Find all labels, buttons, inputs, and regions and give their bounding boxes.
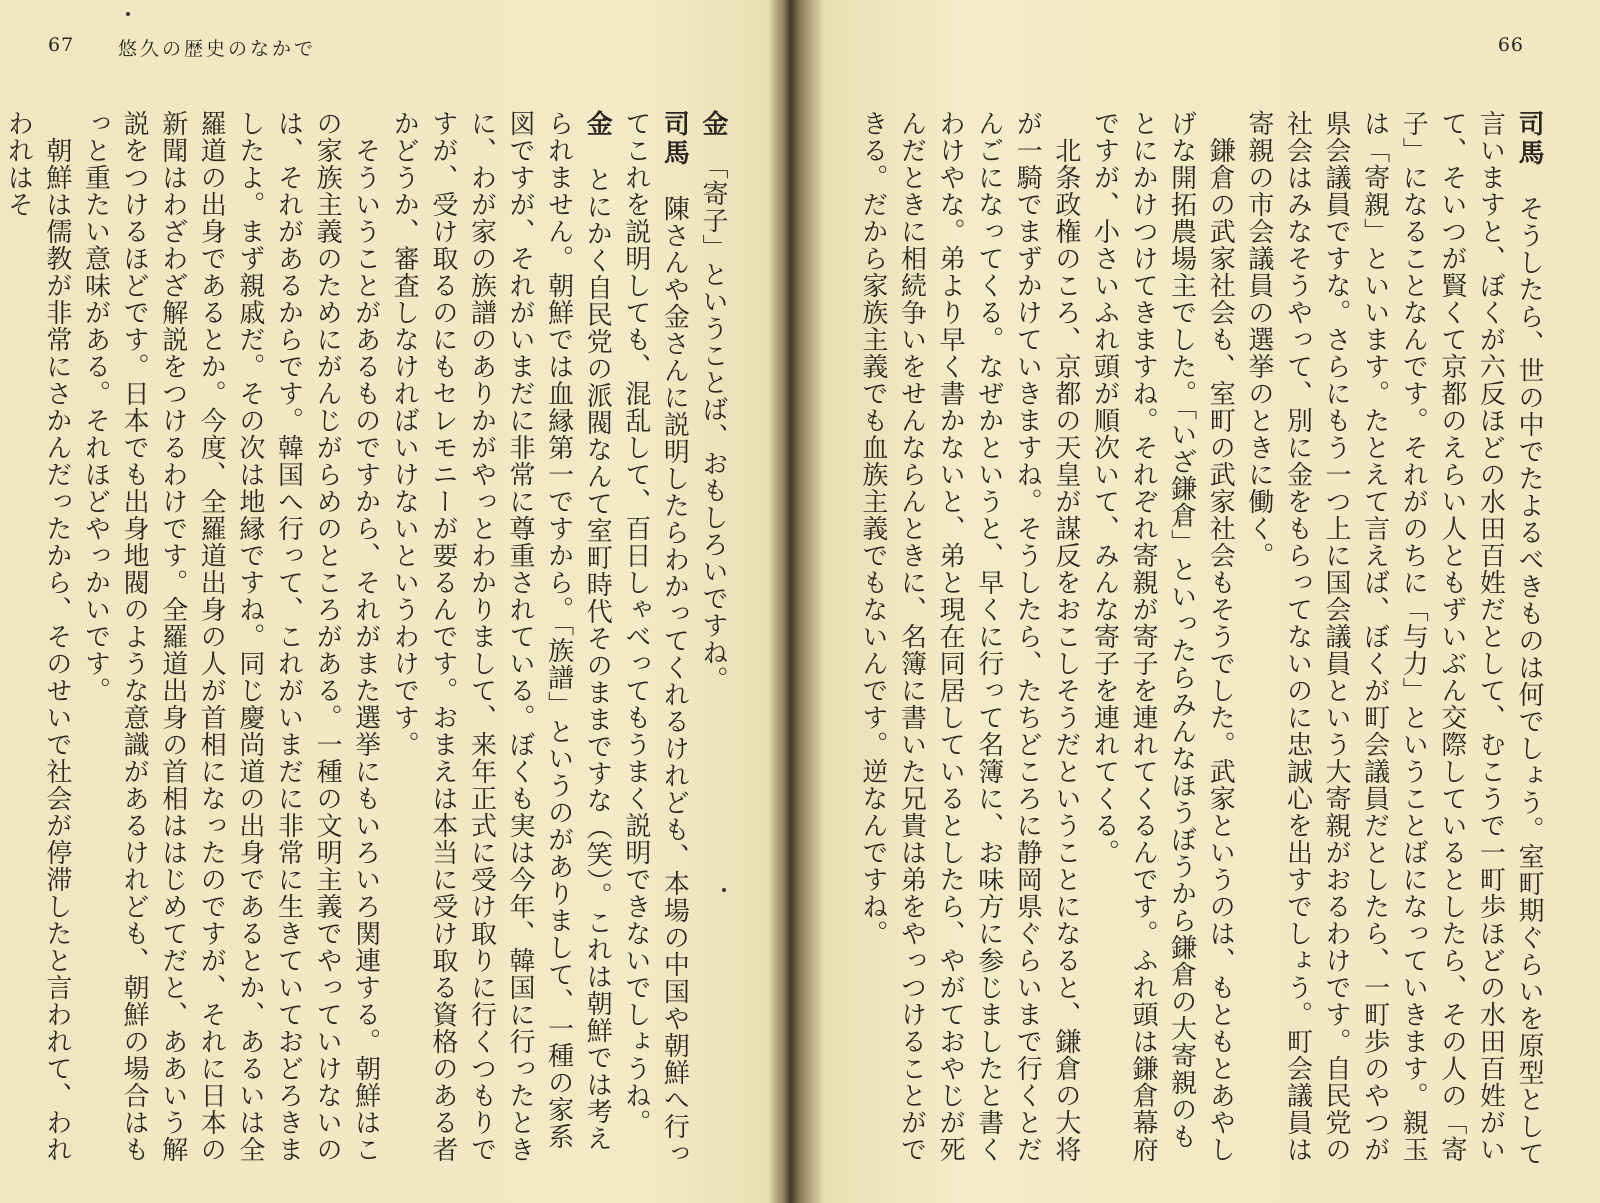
speaker-label: 司馬: [659, 110, 690, 168]
speaker-label: 金: [698, 110, 728, 139]
paragraph: [76, 110, 385, 1170]
paragraph-text: 北条政権のころ、京都の天皇が謀反をおこしそうだということになると、鎌倉の大将が一騎でまずかけていきますね。そうしたら、たちどころに静岡県ぐらいまで行くとだんごになってくる。なぜかというと、早くに行って名簿に、お味方に参じましたと書くわけやな。弟より早く書かないと、弟と現在同居しているとしたら、やがておやじが死んだときに相続争いをせんならんときに、名簿に書いた兄貴は弟をやっつけることができる。だから家族主義でも血族主義でもないんです。逆なんですね。: [857, 110, 1081, 1163]
page-number-left: 67: [48, 34, 75, 56]
left-page: [0, 0, 785, 1203]
paragraph-text: とにかく自民党の派閥なんて室町時代そのままですな（笑）。これは朝鮮では考えられません。朝鮮では血縁第一ですから。「族譜」というのがありまして、一種の家系図ですが、それがいまだに非常に尊重されている。ぼくも実は今年、韓国に行ったときに、わが家の族譜のありかがやっとわかりまして、来年正式に受け取りに行くつもりですが、受け取るのにもセレモニーが要るんです。おまえは本当に受け取る資格のある者かどうか、審査しなければいけないというわけです。: [389, 110, 613, 1163]
page-number-right: 66: [1497, 34, 1524, 56]
paragraph: [853, 110, 1085, 1170]
running-head: 悠久の歴史のなかで: [118, 38, 317, 60]
speaker-label: 司馬: [1514, 110, 1544, 168]
right-body-text: [822, 110, 1548, 1170]
paragraph-text: 陳さんや金さんに説明したらわかってくれるけれども、本場の中国や朝鮮へ行ってこれを説明しても、混乱して、百日しゃべってもうまく説明できないでしょうね。: [620, 110, 690, 1167]
right-page: [800, 0, 1600, 1203]
paragraph: [693, 110, 732, 1170]
paragraph: [616, 110, 693, 1170]
paragraph-text: 朝鮮は儒教が非常にさかんだったから、そのせいで社会が停滞したと言われて、われわれはそ: [3, 110, 72, 1163]
paragraph-text: 鎌倉の武家社会も、室町の武家社会もそうでした。武家というのは、もともとあやしげな開拓農場主でした。「いざ鎌倉」といったらみんなほうぼうから鎌倉の大寄親のもとにかけつけてきますね。それぞれ寄親が寄子を連れてくるんです。ふれ頭は鎌倉幕府ですが、小さいふれ頭が順次いて、みんな寄子を連れてくる。: [1089, 110, 1236, 1163]
paragraph: [1239, 110, 1548, 1170]
left-body-text: [3, 110, 732, 1170]
speaker-label: 金: [582, 110, 613, 139]
paragraph: [0, 110, 76, 1170]
paragraph-text: そうしたら、世の中でたよるべきものは何でしょう。室町期ぐらいを原型として言いますと、ぼくが六反ほどの水田百姓だとして、むこうで一町歩ほどの水田百姓がいて、そいつが賢くて京都のえらい人ともずいぶん交際しているとしたら、その人の「寄子」になることなんです。それがのちに「与力」ということばになっていきます。親玉は「寄親」といいます。たとえて言えば、ぼくが町会議員だとしたら、一町歩のやつが県会議員ですな。さらにもう一つ上に国会議員という大寄親がおるわけです。自民党の社会はみなそうやって、別に金をもらってないのに忠誠心を出すでしょう。町会議員は寄親の市会議員の選挙のときに働く。: [1243, 110, 1544, 1167]
paragraph-text: そういうことがあるものですから、それがまた選挙にもいろいろ関連する。朝鮮はこの家族主義のためにがんじがらめのところがある。一種の文明主義でやっていけないのは、それがあるからです。韓国へ行って、これがいまだに非常に生きていておどろきましたよ。まず親戚だ。その次は地縁ですね。同じ慶尚道の出身であるとか、あるいは全羅道の出身であるとか。今度、全羅道出身の人が首相になったのですが、それに日本の新聞はわざわざ解説をつけるわけです。全羅道出身の首相ははじめてだと、ああいう解説をつけるほどです。日本でも出身地閥のような意識があるけれども、朝鮮の場合はもっと重たい意味がある。それほどやっかいです。: [80, 110, 381, 1163]
ink-speck: [126, 12, 130, 16]
paragraph: [385, 110, 617, 1170]
paragraph: [1085, 110, 1239, 1170]
paragraph-text: 「寄子」ということば、おもしろいですね。: [698, 166, 728, 693]
ink-speck: [722, 888, 726, 892]
